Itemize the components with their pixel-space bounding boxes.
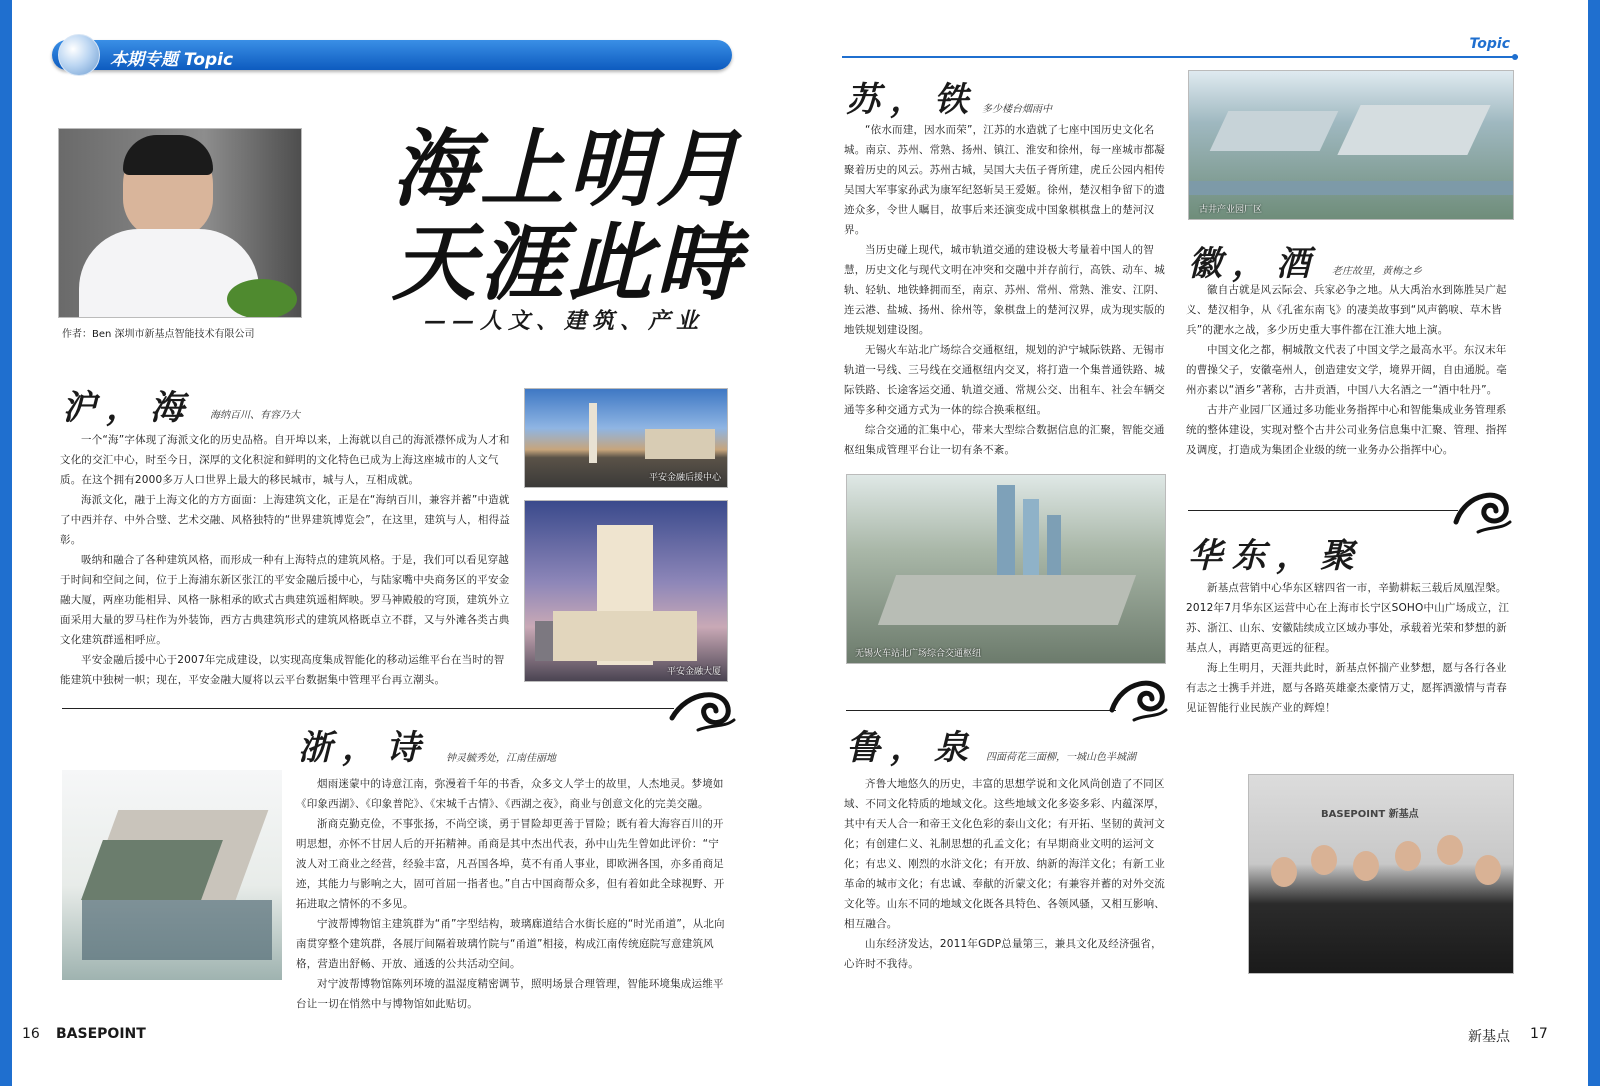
section-subtitle-shanghai: 海纳百川、有容乃大 <box>210 410 300 421</box>
right-footer-brand: 新基点 <box>1468 1029 1510 1045</box>
photo-pingan-tower <box>524 500 728 682</box>
swirl-ornament <box>1108 672 1170 722</box>
photo-caption: 无锡火车站北广场综合交通枢纽 <box>855 649 982 659</box>
photo-caption: 平安金融大厦 <box>666 667 721 677</box>
photo-caption: 古井产业园厂区 <box>1199 205 1263 215</box>
photo-team <box>1248 774 1514 974</box>
main-subtitle: ——人文、建筑、产业 <box>424 308 705 334</box>
shandong-text <box>844 774 1168 974</box>
paragraph: 对宁波帮博物馆陈列环境的温湿度精密调节，照明场景合理管理，智能环境集成运维平台让一切在悄然中与博物馆如此贴切。 <box>296 978 724 1010</box>
jiangsu-text <box>844 120 1168 460</box>
left-page-edge <box>0 0 12 1086</box>
section-subtitle-zhejiang: 钟灵毓秀处，江南佳丽地 <box>446 753 556 764</box>
section-title-huadong: 华东，聚 <box>1188 536 1364 576</box>
author-line: 作者：Ben 深圳市新基点智能技术有限公司 <box>62 329 255 340</box>
paragraph: 无锡火车站北广场综合交通枢纽，规划的沪宁城际铁路、无锡市轨道一号线、三号线在交通枢纽内交叉，将打造一个集普通铁路、城际铁路、长途客运交通、轨道交通、常规公交、出租车、社会车辆交通等多种交通方式为一体的综合换乘枢纽。 <box>844 344 1165 416</box>
left-footer-brand: BASEPOINT <box>56 1026 146 1042</box>
paragraph: 中国文化之都，桐城散文代表了中国文学之最高水平。东汉末年的曹操父子，安徽亳州人，创造建安文学，境界开阔，自由通脱。亳州亦素以“酒乡”著称，古井贡酒，中国八大名酒之一“酒中牡丹”。 <box>1186 344 1507 396</box>
section-subtitle-anhui: 老庄故里，黄梅之乡 <box>1332 266 1422 277</box>
photo-gujing-industrial-park <box>1188 70 1514 220</box>
author-photo <box>58 128 302 318</box>
right-page-edge <box>1588 0 1600 1086</box>
photo-wuxi-station <box>846 474 1166 664</box>
paragraph: 烟雨迷蒙中的诗意江南，弥漫着千年的书香，众多文人学士的故里，人杰地灵。梦境如《印象西湖》、《印象普陀》、《宋城千古情》、《西湖之夜》，商业与创意文化的完美交融。 <box>296 778 724 810</box>
paragraph: 宁波帮博物馆主建筑群为“甬”字型结构，玻璃廊道结合水街长庭的“时光甬道”，从北向南贯穿整个建筑群，各展厅间隔着玻璃竹院与“甬道”相接，构成江南传统庭院写意建筑风格，营造出舒畅、开放、通透的公共活动空间。 <box>296 918 725 970</box>
main-title-line2: 天涯此時 <box>392 213 745 312</box>
swirl-ornament <box>1452 484 1514 534</box>
paragraph: 海派文化，融于上海文化的方方面面：上海建筑文化，正是在“海纳百川，兼容并蓄”中造就了中西并存、中外合璧、艺术交融、风格独特的“世界建筑博览会”，在这里，建筑与人，相得益彰。 <box>60 494 510 546</box>
swirl-ornament <box>668 684 738 734</box>
paragraph: 一个“海”字体现了海派文化的历史品格。自开埠以来，上海就以自己的海派襟怀成为人才和文化的交汇中心，时至今日，深厚的文化积淀和鲜明的文化特色已成为上海这座城市的人文气质。在这个拥有2000多万人口世界上最大的移民城市，城与人，互相成就。 <box>60 434 510 486</box>
section-subtitle-jiangsu: 多少楼台烟雨中 <box>982 104 1052 115</box>
paragraph: 海上生明月，天涯共此时，新基点怀揣产业梦想，愿与各行各业有志之士携手并进，愿与各路英雄豪杰豪情万丈，愿挥洒激情与青春见证智能行业民族产业的辉煌！ <box>1186 662 1507 714</box>
company-sign: BASEPOINT 新基点 <box>1321 809 1419 820</box>
section-title-jiangsu: 苏，铁 <box>846 80 978 120</box>
globe-icon <box>58 34 100 76</box>
left-page-number: 16 <box>22 1026 40 1042</box>
right-topic-label: Topic <box>1469 36 1510 52</box>
huadong-text <box>1186 578 1514 718</box>
paragraph: “依水而建，因水而荣”，江苏的水造就了七座中国历史文化名城。南京、苏州、常熟、扬州、镇江、淮安和徐州，每一座城市都凝聚着历史的风云。苏州古城，吴国大夫伍子胥所建，虎丘公园内相传吴国大军事家孙武为康军纪怒斩吴王爱姬。徐州，楚汉相争留下的遗迹众多，令世人瞩目，故事后来还演变成中国象棋棋盘上的楚河汉界。 <box>844 124 1165 236</box>
photo-pingan-backup-center <box>524 388 728 488</box>
divider-line <box>846 710 1116 711</box>
paragraph: 新基点营销中心华东区辖四省一市，辛勤耕耘三载后凤凰涅槃。2012年7月华东区运营中心在上海市长宁区SOHO中山广场成立，江苏、浙江、山东、安徽陆续成立区域办事处，承载着光荣和梦想的新基点人，再踏更高更远的征程。 <box>1186 582 1510 654</box>
section-title-zhejiang: 浙，诗 <box>298 728 430 768</box>
main-title-line1: 海上明月 <box>392 119 745 218</box>
photo-caption: 平安金融后援中心 <box>648 473 721 483</box>
section-title-shandong: 鲁，泉 <box>846 728 978 768</box>
section-title-anhui: 徽，酒 <box>1188 244 1320 284</box>
right-header <box>842 36 1518 58</box>
topic-banner-label: 本期专题 Topic <box>110 50 234 70</box>
shanghai-text <box>60 430 514 690</box>
topic-banner <box>52 40 732 70</box>
paragraph: 古井产业园厂区通过多功能业务指挥中心和智能集成业务管理系统的整体建设，实现对整个古井公司业务信息集中汇聚、管理、指挥及调度，打造成为集团企业级的统一业务办公指挥中心。 <box>1186 404 1507 456</box>
paragraph: 浙商克勤克俭，不事张扬，不尚空谈，勇于冒险却更善于冒险；既有着大海容百川的开明思想，亦怀不甘居人后的开拓精神。甬商是其中杰出代表，孙中山先生曾如此评价：“宁波人对工商业之经营，经验丰富，凡吾国各埠，莫不有甬人事业，即欧洲各国，亦多甬商足迹，其能力与影响之大，固可首屈一指者也。”自古中国商帮众多，但有着如此全球视野、开拓进取之情怀的不多见。 <box>296 818 725 910</box>
divider-line <box>62 708 674 709</box>
divider-line <box>1188 510 1458 511</box>
paragraph: 吸纳和融合了各种建筑风格，而形成一种有上海特点的建筑风格。于是，我们可以看见穿越于时间和空间之间，位于上海浦东新区张江的平安金融后援中心，与陆家嘴中央商务区的平安金融大厦，两座功能相异、风格一脉相承的欧式古典建筑遥相辉映。罗马神殿般的穹顶，建筑外立面采用大量的罗马柱作为外装饰，西方古典建筑形式的建筑风格既卓立不群，又与外滩各类古典文化建筑群遥相呼应。 <box>60 554 510 646</box>
section-title-shanghai: 沪，海 <box>62 388 194 428</box>
paragraph: 综合交通的汇集中心，带来大型综合数据信息的汇聚，智能交通枢纽集成管理平台让一切有条不紊。 <box>844 424 1165 456</box>
anhui-text <box>1186 280 1514 460</box>
paragraph: 徽自古就是风云际会、兵家必争之地。从大禹治水到陈胜吴广起义、楚汉相争，从《孔雀东南飞》的凄美故事到“风声鹤唳、草木皆兵”的淝水之战，多少历史重大事件都在江淮大地上演。 <box>1186 284 1507 336</box>
paragraph: 当历史碰上现代，城市轨道交通的建设极大考量着中国人的智慧，历史文化与现代文明在冲突和交融中并存前行，高铁、动车、城轨、轻轨、地铁蜂拥而至，南京、苏州、常州、常熟、淮安、江阴、连云港、盐城、扬州、徐州等，象棋盘上的楚河汉界，成为现实版的地铁规划建设图。 <box>844 244 1165 336</box>
right-page-number: 17 <box>1530 1026 1548 1042</box>
paragraph: 平安金融后援中心于2007年完成建设，以实现高度集成智能化的移动运维平台在当时的智能建筑中独树一帜；现在，平安金融大厦将以云平台数据集中管理平台再立潮头。 <box>60 654 505 686</box>
zhejiang-text <box>296 774 726 1014</box>
paragraph: 齐鲁大地悠久的历史，丰富的思想学说和文化风尚创造了不同区域、不同文化特质的地域文化。这些地域文化多姿多彩、内蕴深厚，其中有天人合一和帝王文化色彩的泰山文化；有开拓、坚韧的黄河文化；有创建仁义、礼制思想的孔孟文化；有早期商业文明的运河文化；有忠义、刚烈的水浒文化；有开放、纳新的海洋文化；有新工业革命的城市文化；有忠诚、奉献的沂蒙文化；有兼容并蓄的对外交流文化等。山东不同的地域文化既各具特色、各领风骚，又相互影响、相互融合。 <box>844 778 1165 930</box>
photo-ningbo-museum <box>62 770 282 980</box>
paragraph: 山东经济发达，2011年GDP总量第三，兼具文化及经济强省，心许时不我待。 <box>844 938 1162 970</box>
section-subtitle-shandong: 四面荷花三面柳，一城山色半城湖 <box>986 752 1136 763</box>
